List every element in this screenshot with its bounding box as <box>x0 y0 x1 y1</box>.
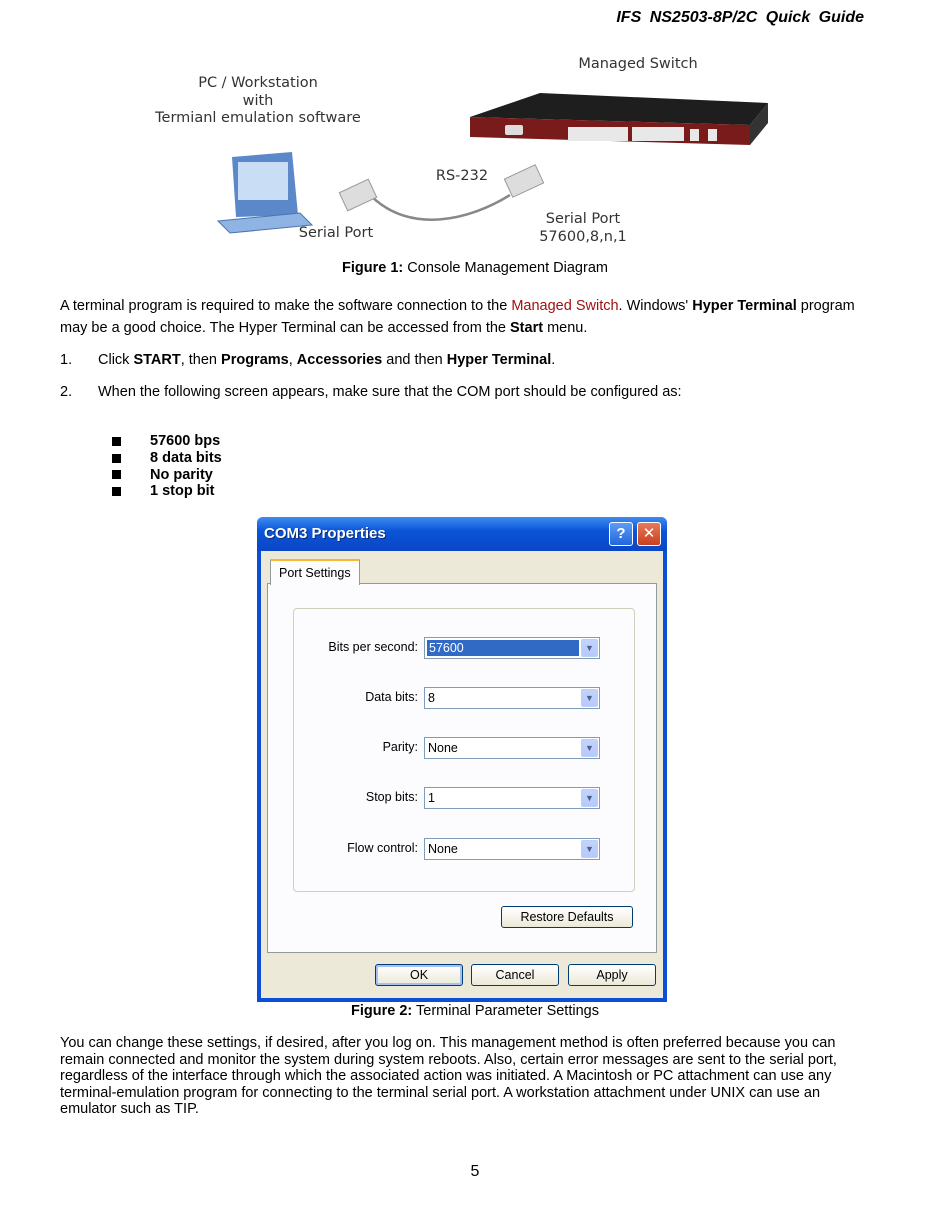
switch-label: Managed Switch <box>578 56 698 72</box>
port-settings-panel <box>267 583 657 953</box>
data-bits-value: 8 <box>428 691 435 705</box>
dialog-title: COM3 Properties <box>264 525 386 542</box>
intro-paragraph <box>60 295 860 339</box>
bullet-icon <box>112 437 121 446</box>
chevron-down-icon[interactable]: ▼ <box>581 840 598 858</box>
pc-label-line3: Termianl emulation software <box>155 110 361 126</box>
figure1-caption-label: Figure 1: <box>342 260 404 276</box>
managed-switch-icon <box>470 93 768 145</box>
bullet-icon <box>112 470 121 479</box>
bits-per-second-value: 57600 <box>427 640 579 656</box>
flow-control-value: None <box>428 842 458 856</box>
figure2-caption <box>0 1003 950 1019</box>
pc-label-line2: with <box>242 93 274 109</box>
step-bold: Programs <box>221 352 289 368</box>
figure2-caption-label: Figure 2: <box>351 1003 413 1019</box>
step-text: When the following screen appears, make sure that the COM port should be configured as: <box>98 384 682 400</box>
step-1 <box>60 352 555 368</box>
figure1-caption <box>0 260 950 276</box>
bits-per-second-select[interactable] <box>424 637 600 659</box>
step-bold: Accessories <box>296 352 383 368</box>
list-item <box>112 450 222 467</box>
cancel-button[interactable]: Cancel <box>471 964 559 986</box>
switch-port-label-line2: 57600,8,n,1 <box>539 229 627 245</box>
chevron-down-icon[interactable]: ▼ <box>581 739 598 757</box>
dialog-titlebar[interactable] <box>257 517 667 551</box>
cable-label: RS-232 <box>435 168 489 184</box>
step-text: Click <box>98 352 134 368</box>
flow-control-select[interactable] <box>424 838 600 860</box>
workstation-icon <box>218 152 312 233</box>
pc-port-label: Serial Port <box>298 225 374 241</box>
switch-port-label-line1: Serial Port <box>545 211 621 227</box>
step-bold: START <box>133 352 181 368</box>
list-item-text: 57600 bps <box>150 433 221 449</box>
step-text: , <box>288 352 297 368</box>
step-2 <box>60 384 682 400</box>
pc-label-line1: PC / Workstation <box>198 75 318 91</box>
intro-part2: . Windows' <box>618 298 693 314</box>
list-item <box>112 483 222 500</box>
intro-part4: menu. <box>543 320 588 336</box>
page-header: IFS NS2503-8P/2C Quick Guide <box>616 9 864 26</box>
bullet-icon <box>112 487 121 496</box>
console-diagram <box>150 45 790 250</box>
flow-control-label: Flow control: <box>347 841 418 855</box>
parity-value: None <box>428 741 458 755</box>
step-text: and then <box>382 352 447 368</box>
restore-defaults-button[interactable]: Restore Defaults <box>501 906 633 928</box>
page-number: 5 <box>470 1163 480 1180</box>
step-text: . <box>551 352 556 368</box>
list-item-text: No parity <box>150 466 213 483</box>
chevron-down-icon[interactable]: ▼ <box>581 689 598 707</box>
parity-label: Parity: <box>382 740 418 754</box>
apply-button[interactable]: Apply <box>568 964 656 986</box>
parity-row <box>294 737 634 761</box>
data-bits-select[interactable] <box>424 687 600 709</box>
flow-control-row <box>294 838 634 862</box>
tab-port-settings[interactable]: Port Settings <box>270 559 360 585</box>
stop-bits-select[interactable] <box>424 787 600 809</box>
stop-bits-label: Stop bits: <box>365 790 418 804</box>
dialog-client-area <box>261 551 663 998</box>
figure2-caption-text: Terminal Parameter Settings <box>412 1003 599 1019</box>
step-text: , then <box>180 352 222 368</box>
step-number: 1. <box>60 352 73 368</box>
list-item-text: 1 stop bit <box>150 483 215 500</box>
step-bold: Hyper Terminal <box>446 352 552 368</box>
bits-per-second-row <box>294 637 634 661</box>
managed-switch-link[interactable]: Managed Switch <box>511 298 619 314</box>
step-number: 2. <box>60 384 73 400</box>
com3-properties-dialog <box>257 517 667 1002</box>
intro-part3: program may be a good choice. The Hyper Terminal can be accessed from the <box>60 298 855 336</box>
stop-bits-row <box>294 787 634 811</box>
help-icon[interactable]: ? <box>609 522 633 546</box>
intro-bold-start: Start <box>510 320 544 336</box>
com-settings-list <box>112 433 222 500</box>
list-item <box>112 433 222 450</box>
port-settings-group <box>293 608 635 892</box>
intro-part1: A terminal program is required to make the software connection to the <box>60 298 512 314</box>
bullet-icon <box>112 454 121 463</box>
chevron-down-icon[interactable]: ▼ <box>581 639 598 657</box>
stop-bits-value: 1 <box>428 791 435 805</box>
data-bits-row <box>294 687 634 711</box>
ok-button[interactable]: OK <box>375 964 463 986</box>
list-item <box>112 467 222 484</box>
list-item-text: 8 data bits <box>150 449 222 466</box>
bits-per-second-label: Bits per second: <box>328 640 418 654</box>
closing-paragraph: You can change these settings, if desired, after you log on. This management method is often preferred because you can remain connected and monitor the system during system reboots. Also, certain error messages are sent to the serial port, regardless of the interface through which the associated action was initiated. A Macintosh or PC attachment can use any terminal-emulation program for connecting to the terminal serial port. A workstation attachment under UNIX can use an emulator such as TIP. <box>60 1035 837 1117</box>
close-icon[interactable]: ✕ <box>637 522 661 546</box>
data-bits-label: Data bits: <box>365 690 418 704</box>
chevron-down-icon[interactable]: ▼ <box>581 789 598 807</box>
intro-bold-hyper-terminal: Hyper Terminal <box>692 298 797 314</box>
parity-select[interactable] <box>424 737 600 759</box>
figure1-caption-text: Console Management Diagram <box>403 260 608 276</box>
